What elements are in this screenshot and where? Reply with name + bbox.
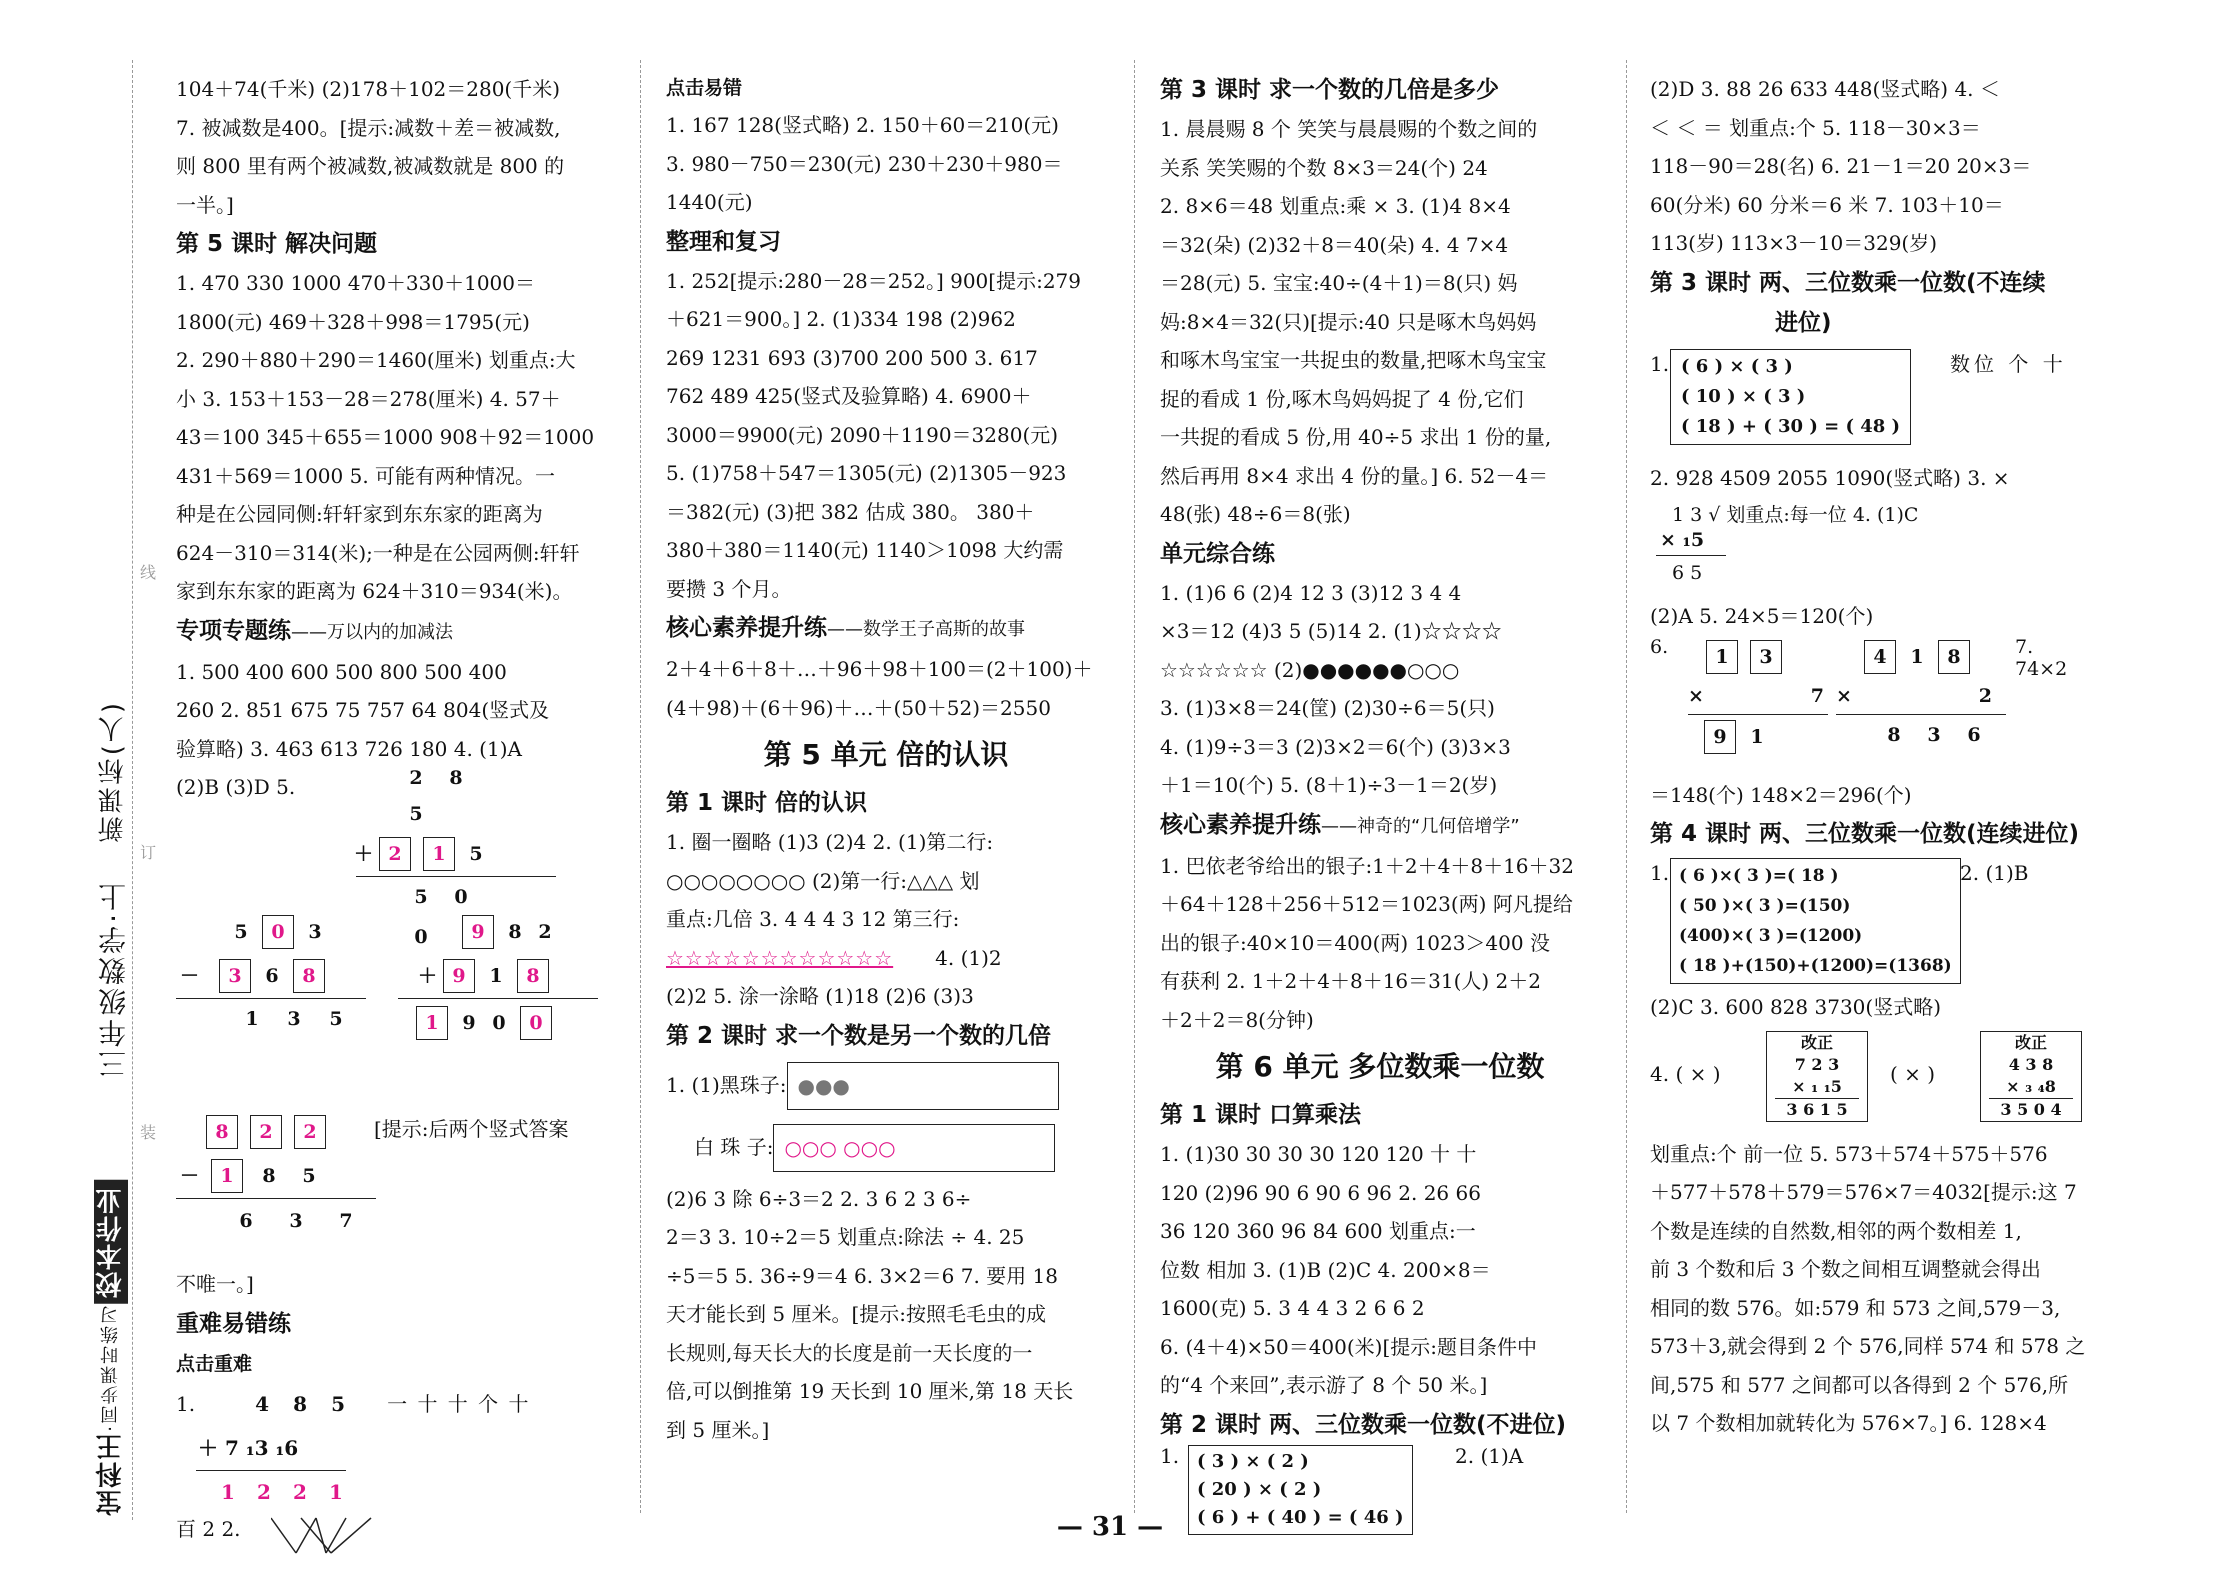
answer-column-1 (176, 70, 616, 1541)
answer-line: ☆☆☆☆☆☆ (2)●●●●●●○○○ (1160, 657, 1460, 682)
answer-line: 2. 290＋880＋290＝1460(厘米) 划重点:大 (176, 348, 576, 372)
calc-box (1670, 858, 1961, 984)
answer-line (666, 1056, 1106, 1114)
answer-line: 有获利 2. 1＋2＋4＋8＋16＝31(人) 2＋2 (1160, 969, 1542, 993)
calc-line: (400)×( 3 )=(1200) (1679, 926, 1863, 946)
digit: 8 (449, 767, 463, 789)
correction-line: 3 6 1 5 (1786, 1099, 1848, 1119)
answer-line: 624－310＝314(米);一种是在公园两侧:轩轩 (176, 540, 580, 565)
answer-line: 到 5 厘米。] (666, 1417, 770, 1442)
digit: 0 (454, 886, 468, 908)
correction-line: 4 3 8 (2008, 1054, 2054, 1074)
answer-line: 3. (1)3×8＝24(筐) (2)30÷6＝5(只) (1160, 696, 1495, 720)
digit: 1 (489, 965, 503, 987)
digit: 2 (538, 921, 552, 943)
digit: 8 (293, 1392, 308, 1416)
answer-line: 1 3 √ 划重点:每一位 4. (1)C (1672, 504, 1919, 526)
answer-box: 4 (1864, 640, 1896, 674)
answer-box: 0 (262, 915, 294, 949)
digit: 2 (293, 1480, 307, 1504)
answer-line: ＝32(朵) (2)32＋8＝40(朵) 4. 4 7×4 (1160, 232, 1509, 257)
answer-line: 家到东东家的距离为 624＋310＝934(米)。 (176, 579, 573, 603)
product-line: 6 5 (1672, 562, 1703, 584)
answer-column-4 (1650, 70, 2090, 1513)
answer-text: 1. (1)黑珠子: (666, 1072, 787, 1097)
digit: 3 (308, 921, 322, 943)
answer-line: 118－90＝28(名) 6. 21－1＝20 20×3＝ (1650, 154, 2032, 178)
calc-line: ( 18 )+(150)+(1200)=(1368) (1679, 956, 1952, 976)
answer-line: 和啄木鸟宝宝一共捉虫的数量,把啄木鸟宝宝 (1160, 348, 1547, 372)
column-divider (1134, 60, 1135, 1513)
answer-line: 划重点:个 前一位 5. 573＋574＋575＋576 (1650, 1141, 2048, 1166)
answer-line: (2)D 3. 88 26 633 448(竖式略) 4. ＜ (1650, 77, 2000, 101)
question-number: 1. (1160, 1443, 1180, 1468)
answer-text: 7. 74×2 (2015, 635, 2068, 680)
section-subtitle: ——神奇的“几何倍增学” (1321, 815, 1520, 837)
digit: 8 (508, 921, 522, 943)
answer-line: ＋2＋2＝8(分钟) (1160, 1007, 1314, 1032)
answer-line: 百 2 2. (176, 1517, 241, 1541)
answer-line: 间,575 和 577 之间都可以各得到 2 个 576,所 (1650, 1372, 2069, 1397)
answer-box: 8 (517, 959, 549, 993)
digit: 1 (245, 1008, 259, 1030)
answer-line: 捉的看成 1 份,啄木鸟妈妈捉了 4 份,它们 (1160, 386, 1524, 411)
digit: 1 (221, 1480, 235, 1504)
answer-line: 1. 巴依老爷给出的银子:1＋2＋4＋8＋16＋32 (1160, 853, 1574, 878)
answer-line: 2. 8×6＝48 划重点:乘 × 3. (1)4 8×4 (1160, 194, 1511, 218)
correction-line: 7 2 3 (1794, 1054, 1840, 1074)
digit: 7 (1810, 684, 1824, 707)
answer-line (666, 939, 1106, 978)
digit: 1 (329, 1480, 343, 1504)
section-heading: 整理和复习 (666, 228, 781, 255)
digit: 5 (409, 803, 423, 825)
answer-text: 白 珠 子: (694, 1134, 774, 1159)
lesson-heading: 第 3 课时 求一个数的几倍是多少 (1160, 77, 1500, 103)
digit: 5 (469, 843, 483, 865)
white-beads-box (773, 1124, 1055, 1172)
answer-line: 一共捉的看成 5 份,用 40÷5 求出 1 份的量, (1160, 425, 1552, 449)
answer-line: 关系 笑笑赐的个数 8×3＝24(个) 24 (1160, 155, 1488, 180)
calc-box-row (1650, 349, 2090, 459)
calc-line: ( 6 ) × ( 3 ) (1681, 355, 1793, 377)
digit: 4 (255, 1392, 270, 1416)
answer-line: 3. 980－750＝230(元) 230＋230＋980＝ (666, 151, 1063, 176)
answer-line: 相同的数 576。如:579 和 573 之间,579－3, (1650, 1295, 2061, 1320)
answer-line: 重点:几倍 3. 4 4 4 3 12 第三行: (666, 907, 960, 931)
unit-heading: 第 5 单元 倍的认识 (763, 738, 1009, 771)
answer-line: 431＋569＝1000 5. 可能有两种情况。一 (176, 463, 556, 488)
answer-line: 种是在公园同侧:轩轩家到东东家的距离为 (176, 502, 543, 526)
vertical-calc-2: 5 0 3 － 3 6 8 1 3 5 (176, 910, 376, 1039)
answer-line: 4. (1)9÷3＝3 (2)3×2＝6(个) (3)3×3 (1160, 734, 1511, 759)
brand-subtitle: ·同步课时练习 (100, 1304, 121, 1432)
column-divider (640, 60, 641, 1513)
answer-line: 倍,可以倒推第 19 天长到 10 厘米,第 18 天长 (666, 1379, 1074, 1403)
answer-line: (2)A 5. 24×5＝120(个) (1650, 604, 1874, 628)
answer-line: 的“4 个来回”,表示游了 8 个 50 米。] (1160, 1373, 1488, 1397)
answer-line: 1600(克) 5. 3 4 4 3 2 6 6 2 (1160, 1296, 1425, 1320)
calc-box (1670, 349, 1911, 445)
spine-edition: 新课标(人) (98, 700, 128, 843)
calc-line: ( 6 )×( 3 )=( 18 ) (1679, 866, 1839, 886)
answer-box: 1 (211, 1159, 243, 1193)
answer-line: 2. 928 4509 2055 1090(竖式略) 3. × (1650, 465, 2010, 490)
calc-line: ( 20 ) × ( 2 ) (1197, 1478, 1322, 1500)
digit: 1 (1910, 645, 1924, 668)
vertical-calc-5 (176, 1382, 616, 1545)
brand-name: 宝科王 (96, 1431, 126, 1516)
spine-grade: 三年级数学·上 (97, 880, 130, 1078)
answer-line: ×3＝12 (4)3 5 (5)14 2. (1)☆☆☆☆ (1160, 619, 1502, 643)
answer-line: 1. (1)30 30 30 30 120 120 十 十 (1160, 1142, 1477, 1166)
vertical-calc-4: 8 2 2 － 1 8 5 6 3 7 (176, 1110, 376, 1243)
place-values: 一 十 十 个 十 (387, 1392, 531, 1416)
answer-line: 个数是连续的自然数,相邻的两个数相差 1, (1650, 1218, 2022, 1243)
answer-line: 位数 相加 3. (1)B (2)C 4. 200×8＝ (1160, 1257, 1491, 1282)
answer-box: 2 (250, 1115, 282, 1149)
answer-line: ○○○○○○○○ (2)第一行:△△△ 划 (666, 868, 980, 893)
lesson-heading: 第 1 课时 倍的认识 (666, 790, 868, 816)
lesson-heading: 第 2 课时 求一个数是另一个数的几倍 (666, 1022, 1052, 1049)
vertical-calc-7 (1650, 497, 2090, 597)
digit: 5 (414, 886, 428, 908)
answer-text: 2. (1)B (1960, 861, 2029, 885)
answer-line: 43＝100 345＋655＝1000 908＋92＝1000 (176, 425, 595, 449)
section-heading (1160, 805, 1600, 847)
digit: 5 (234, 921, 248, 943)
digit: 5 (302, 1165, 316, 1187)
answer-box: 9 (1704, 720, 1736, 754)
answer-text: 2. (1)A (1455, 1443, 1524, 1468)
answer-line: (2)6 3 除 6÷3＝2 2. 3 6 2 3 6÷ (666, 1186, 972, 1211)
answer-line: (4＋98)＋(6＋96)＋…＋(50＋52)＝2550 (666, 695, 1051, 720)
binding-mark-bind: 装 (140, 1123, 157, 1142)
answer-text: 4. (1)2 (935, 945, 1002, 970)
lesson-heading: 进位) (1775, 309, 1832, 336)
answer-line: 60(分米) 60 分米＝6 米 7. 103＋10＝ (1650, 192, 2004, 217)
answer-line: ÷5＝5 5. 36÷9＝4 6. 3×2＝6 7. 要用 18 (666, 1263, 1058, 1288)
answer-line: 天才能长到 5 厘米。[提示:按照毛毛虫的成 (666, 1302, 1046, 1326)
correction-line: × ₁ ₁5 (1775, 1076, 1859, 1099)
answer-box: 3 (1750, 640, 1782, 674)
hint-text: 不唯一。] (176, 1272, 254, 1296)
digit: 1 (1750, 725, 1764, 748)
answer-line: 6. (4＋4)×50＝400(米)[提示:题目条件中 (1160, 1334, 1538, 1359)
digit: 0 (414, 926, 428, 948)
answer-box: 8 (293, 959, 325, 993)
correction-line: 3 5 0 4 (2000, 1099, 2062, 1119)
answer-box: 2 (379, 837, 411, 871)
matching-lines (271, 1508, 391, 1558)
answer-line: 104＋74(千米) (2)178＋102＝280(千米) (176, 77, 561, 101)
digit: 0 (492, 1012, 506, 1034)
answer-box: 8 (206, 1115, 238, 1149)
answer-line: 380＋380＝1140(元) 1140＞1098 大约需 (666, 538, 1064, 562)
digit: 8 (1887, 723, 1901, 746)
answer-line: ＝148(个) 148×2＝296(个) (1650, 782, 1912, 807)
section-title: 核心素养提升练 (1160, 811, 1321, 838)
brand-box: 校本作业 (94, 1180, 128, 1304)
digit: 3 (289, 1210, 303, 1232)
question-number: 1. (176, 1392, 196, 1416)
answer-line: 长规则,每天长大的长度是前一天长度的一 (666, 1340, 1033, 1365)
binding-mark-staple: 订 (140, 843, 157, 862)
digit: 6 (265, 965, 279, 987)
digit: 6 (239, 1210, 253, 1232)
calc-line: ( 3 ) × ( 2 ) (1197, 1450, 1309, 1472)
lesson-heading: 第 2 课时 两、三位数乘一位数(不进位) (1160, 1411, 1567, 1438)
vertical-calc-6: 6. 1 3 × 7 9 1 4 1 8 × 2 8 3 6 7. 74×2 (1650, 636, 2090, 776)
sub-heading: 点击重难 (176, 1353, 253, 1375)
answer-line: 1. 470 330 1000 470＋330＋1000＝ (176, 271, 536, 295)
answer-line: 则 800 里有两个被减数,被减数就是 800 的 (176, 154, 565, 178)
column-divider (1626, 60, 1627, 1513)
section-subtitle: ——数学王子高斯的故事 (827, 619, 1025, 640)
digit: 7 (339, 1210, 353, 1232)
answer-line: 113(岁) 113×3－10＝329(岁) (1650, 231, 1938, 255)
calc-line: ( 10 ) × ( 3 ) (1681, 385, 1806, 407)
answer-box: 9 (462, 915, 494, 949)
unit-heading: 第 6 单元 多位数乘一位数 (1215, 1050, 1545, 1083)
correction-box (1766, 1031, 1868, 1122)
digit: 5 (329, 1008, 343, 1030)
answer-line: 1. (1)6 6 (2)4 12 3 (3)12 3 4 4 (1160, 580, 1462, 605)
answer-box: 0 (520, 1006, 552, 1040)
answer-line: 然后再用 8×4 求出 4 份的量。] 6. 52－4＝ (1160, 463, 1549, 488)
section-heading: 单元综合练 (1160, 540, 1275, 567)
answer-line: 573＋3,就会得到 2 个 576,同样 574 和 578 之 (1650, 1334, 2086, 1358)
digit: 8 (262, 1165, 276, 1187)
answer-line: (2)B (3)D 5. (176, 775, 296, 799)
answer-line: (2)2 5. 涂一涂略 (1)18 (2)6 (3)3 (666, 984, 974, 1008)
lesson-heading: 第 1 课时 口算乘法 (1160, 1102, 1362, 1128)
lesson-heading: 第 5 课时 解决问题 (176, 231, 378, 257)
section-heading (176, 611, 616, 653)
section-subtitle: ——万以内的加减法 (291, 621, 453, 643)
brand-logo (92, 1180, 129, 1516)
answer-line: ＝382(元) (3)把 382 估成 380。 380＋ (666, 499, 1035, 524)
answer-box: 9 (443, 959, 475, 993)
digit: 6 (1967, 723, 1981, 746)
digit: 5 (331, 1392, 346, 1416)
answer-line: 48(张) 48÷6＝8(张) (1160, 502, 1351, 526)
answer-line: 以 7 个数相加就转化为 576×7。] 6. 128×4 (1650, 1411, 2047, 1435)
answer-line: 1. 圈一圈略 (1)3 (2)4 2. (1)第二行: (666, 830, 994, 854)
answer-box: 2 (294, 1115, 326, 1149)
correction-line: × ₃ ₄8 (1989, 1076, 2073, 1099)
answer-line: 3000＝9900(元) 2090＋1190＝3280(元) (666, 422, 1059, 447)
answer-line: 一半。] (176, 192, 234, 217)
answer-column-2 (666, 70, 1106, 1513)
binding-line (132, 60, 133, 1520)
digit: 9 (462, 1012, 476, 1034)
answer-box: 8 (1938, 640, 1970, 674)
answer-line: 1800(元) 469＋328＋998＝1795(元) (176, 309, 530, 334)
digit: 3 (1927, 723, 1941, 746)
place-labels: 数位 个 十 (1950, 351, 2067, 376)
lesson-heading: 第 3 课时 两、三位数乘一位数(不连续 (1650, 269, 2046, 296)
answer-line: ＋1＝10(个) 5. (8＋1)÷3－1＝2(岁) (1160, 773, 1498, 797)
sub-heading: 点击易错 (666, 77, 743, 99)
lesson-heading: 第 4 课时 两、三位数乘一位数(连续进位) (1650, 821, 2080, 847)
judgement: 4. ( × ) (1650, 1061, 1721, 1086)
section-title: 专项专题练 (176, 617, 291, 644)
answer-line: ＋64＋128＋256＋512＝1023(两) 阿凡提给 (1160, 892, 1573, 916)
calc-line: ( 6 ) + ( 40 ) = ( 46 ) (1197, 1506, 1404, 1528)
answer-line: 120 (2)96 90 6 90 6 96 2. 26 66 (1160, 1180, 1481, 1205)
vertical-calc-1: 2 85 ＋ 2 1 5 5 00 (296, 760, 496, 957)
calc-box-row (1650, 858, 2090, 988)
digit: 2 (257, 1480, 271, 1504)
answer-line: 269 1231 693 (3)700 200 500 3. 617 (666, 345, 1038, 370)
answer-line: 1. 167 128(竖式略) 2. 150＋60＝210(元) (666, 113, 1059, 137)
calc-box-row (1160, 1445, 1600, 1535)
answer-line: 出的银子:40×10＝400(两) 1023＞400 没 (1160, 930, 1550, 955)
correction-row (1650, 1031, 2090, 1135)
hint-text: [提示:后两个竖式答案 (374, 1117, 569, 1141)
black-beads: ●●● (797, 1074, 850, 1098)
binding-mark-line: 线 (140, 563, 157, 582)
calc-line: ( 18 ) + ( 30 ) = ( 48 ) (1681, 415, 1901, 437)
digit: 2 (409, 767, 423, 789)
correction-label: 改正 (1800, 1032, 1833, 1052)
answer-line: ＜ ＜ ＝ 划重点:个 5. 118－30×3＝ (1650, 115, 1981, 140)
answer-box: 1 (416, 1006, 448, 1040)
answer-line: 762 489 425(竖式及验算略) 4. 6900＋ (666, 384, 1032, 408)
answer-box: 1 (423, 837, 455, 871)
correction-box (1980, 1031, 2082, 1122)
answer-line: 7. 被减数是400。[提示:减数＋差＝被减数, (176, 115, 561, 140)
answer-line: 前 3 个数和后 3 个数之间相互调整就会得出 (1650, 1257, 2041, 1281)
answer-line: 验算略) 3. 463 613 726 180 4. (1)A (176, 736, 522, 761)
question-number: 1. (1650, 351, 1670, 376)
judgement: ( × ) (1890, 1061, 1936, 1086)
star-row: ☆☆☆☆☆☆☆☆☆☆☆☆ (666, 945, 894, 970)
answer-line: 妈:8×4＝32(只)[提示:40 只是啄木鸟妈妈 (1160, 309, 1537, 334)
digit: 3 (287, 1008, 301, 1030)
answer-line: 1. 晨晨赐 8 个 笑笑与晨晨赐的个数之间的 (1160, 117, 1538, 141)
addend: ＋ 7 ₁3 ₁6 (198, 1436, 299, 1460)
answer-box: 3 (219, 959, 251, 993)
white-beads: ○○○ ○○○ (784, 1136, 896, 1160)
answer-line: 5. (1)758＋547＝1305(元) (2)1305－923 (666, 461, 1067, 485)
section-title: 核心素养提升练 (666, 615, 827, 641)
section-heading: 重难易错练 (176, 1311, 291, 1337)
section-heading (666, 608, 1106, 650)
answer-line: 260 2. 851 675 75 757 64 804(竖式及 (176, 698, 550, 722)
calc-line: ( 50 )×( 3 )=(150) (1679, 896, 1851, 916)
page-number: — 31 — (1056, 1512, 1164, 1542)
answer-line: ＋621＝900。] 2. (1)334 198 (2)962 (666, 307, 1016, 331)
answer-line: 1. 252[提示:280－28＝252。] 900[提示:279 (666, 268, 1081, 293)
vertical-calc-3: 9 8 2 ＋ 9 1 8 1 9 0 0 (398, 910, 608, 1047)
correction-label: 改正 (2014, 1032, 2047, 1052)
answer-line: 36 120 360 96 84 600 划重点:一 (1160, 1219, 1476, 1243)
answer-line: 小 3. 153＋153－28＝278(厘米) 4. 57＋ (176, 386, 561, 411)
digit: 2 (1978, 684, 1992, 707)
calc-box (1188, 1445, 1413, 1535)
question-number: 1. (1650, 861, 1670, 885)
answer-line: (2)C 3. 600 828 3730(竖式略) (1650, 995, 1941, 1019)
answer-line: ＝28(元) 5. 宝宝:40÷(4＋1)＝8(只) 妈 (1160, 271, 1518, 295)
question-number: 6. (1650, 635, 1669, 658)
answer-line: 要攒 3 个月。 (666, 576, 792, 601)
black-beads-box (787, 1062, 1059, 1110)
answer-line: 2＋4＋6＋8＋…＋96＋98＋100＝(2＋100)＋ (666, 657, 1093, 681)
answer-line: 2＝3 3. 10÷2＝5 划重点:除法 ÷ 4. 25 (666, 1225, 1025, 1249)
answer-box: 1 (1706, 640, 1738, 674)
answer-column-3 (1160, 70, 1600, 1528)
answer-line (666, 1114, 1106, 1180)
answer-line: ＋577＋578＋579＝576×7＝4032[提示:这 7 (1650, 1180, 2077, 1204)
answer-line: 1440(元) (666, 190, 753, 214)
answer-line: 1. 500 400 600 500 800 500 400 (176, 659, 507, 684)
multiplier-line: × ₁5 (1660, 529, 1705, 551)
